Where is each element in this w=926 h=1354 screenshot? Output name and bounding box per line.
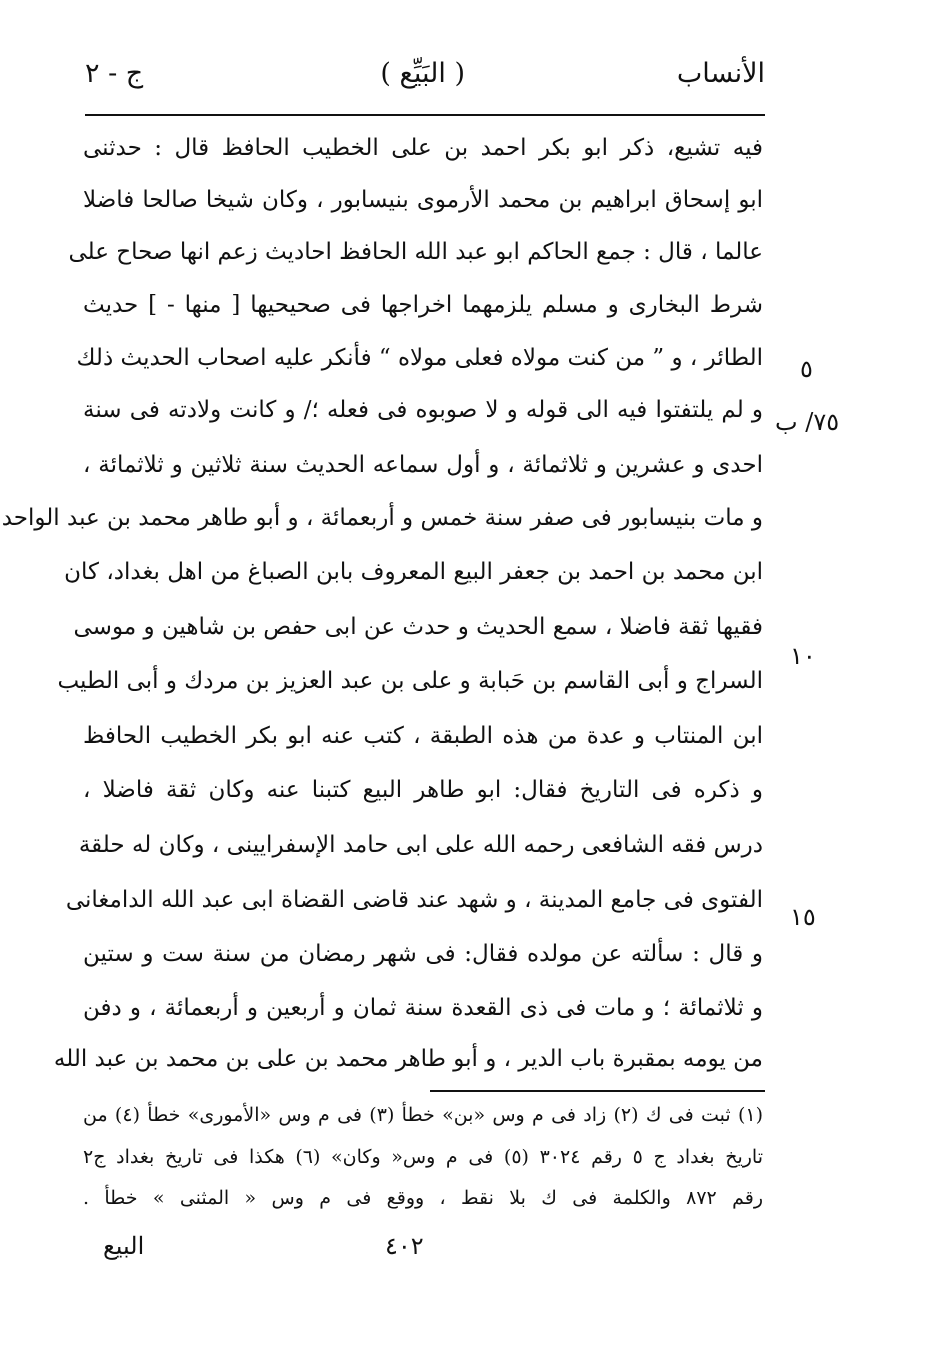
folio-marker: ٧٥/ ب [775,408,840,436]
line-number-15: ١٥ [790,903,816,931]
text-line: السراج و أبى القاسم بن حَبابة و على بن عبد العزيز بن مردك و أبى الطيب [57,668,763,694]
running-header [85,52,765,102]
header-book-title: الأنساب [676,58,765,89]
text-line: و لم يلتفتوا فيه الى قوله و لا صوبوه فى فعله ؛/ و كانت ولادته فى سنة [83,397,763,423]
text-line: ابن محمد بن احمد بن جعفر البيع المعروف بابن الصباغ من اهل بغداد، كان [64,559,763,585]
text-line: فقيها ثقة فاضلا ، سمع الحديث و حدث عن ابى حفص بن شاهين و موسى [73,614,763,640]
text-line: درس فقه الشافعى رحمه الله على ابى حامد الإسفرايينى ، وكان له حلقة [78,832,763,858]
footnote-line: رقم ٨٧٢ والكلمة فى ك بلا نقط ، ووقع فى م وس « المثنى » خطأ . [83,1187,763,1209]
text-line: و ثلاثمائة ؛ و مات فى ذى القعدة سنة ثمان و أربعين و أربعمائة ، و دفن [83,995,763,1021]
text-line: عالما ، قال : جمع الحاكم ابو عبد الله الحافظ احاديث زعم انها صحاح على [68,239,763,265]
footnote-line: (١) ثبت فى ك (٢) زاد فى م وس «بن» خطأ (٣) فى م وس «الأمورى» خطأ (٤) من [83,1104,764,1126]
line-number-5: ٥ [800,355,813,383]
text-line: و قال : سألته عن مولده فقال: فى شهر رمضان من سنة ست و ستين [83,941,763,967]
header-volume: ج - ٢ [85,58,144,89]
text-line: شرط البخارى و مسلم يلزمهما اخراجها فى صحيحيها [ منها - ] حديث [83,292,763,318]
text-line: و مات بنيسابور فى صفر سنة خمس و أربعمائة ، و أبو طاهر محمد بن عبد الواحد [1,505,763,531]
footnote-line: تاريخ بغداد ج ٥ رقم ٣٠٢٤ (٥) فى م وس« وكان» (٦) هكذا فى تاريخ بغداد ج٢ [83,1146,764,1168]
header-rule [85,114,765,116]
page-number: ٤٠٢ [385,1232,424,1260]
line-number-10: ١٠ [790,642,816,670]
text-line: احدى و عشرين و ثلاثمائة ، و أول سماعه الحديث سنة ثلاثين و ثلاثمائة ، [83,452,763,478]
text-line: و ذكره فى التاريخ فقال: ابو طاهر البيع كتبنا عنه وكان ثقة فاضلا ، [83,777,763,803]
catchword: البيع [103,1232,145,1260]
text-line: ابن المنتاب و عدة من هذه الطبقة ، كتب عنه ابو بكر الخطيب الحافظ [83,723,763,749]
text-line: فيه تشيع، ذكر ابو بكر احمد بن على الخطيب الحافظ قال : حدثنى [83,135,763,161]
footnote-rule [430,1090,765,1092]
text-line: الطائر ، و ” من كنت مولاه فعلى مولاه “ فأنكر عليه اصحاب الحديث ذلك [76,345,763,371]
text-line: الفتوى فى جامع المدينة ، و شهد عند قاضى القضاة ابى عبد الله الدامغانى [65,887,763,913]
text-line: من يومه بمقبرة باب الدير ، و أبو طاهر محمد بن على بن محمد بن عبد الله [53,1046,763,1072]
header-entry-title: ( البَيِّع ) [380,58,465,89]
text-line: ابو إسحاق ابراهيم بن محمد الأرموى بنيسابور ، وكان شيخا صالحا فاضلا [83,187,763,213]
